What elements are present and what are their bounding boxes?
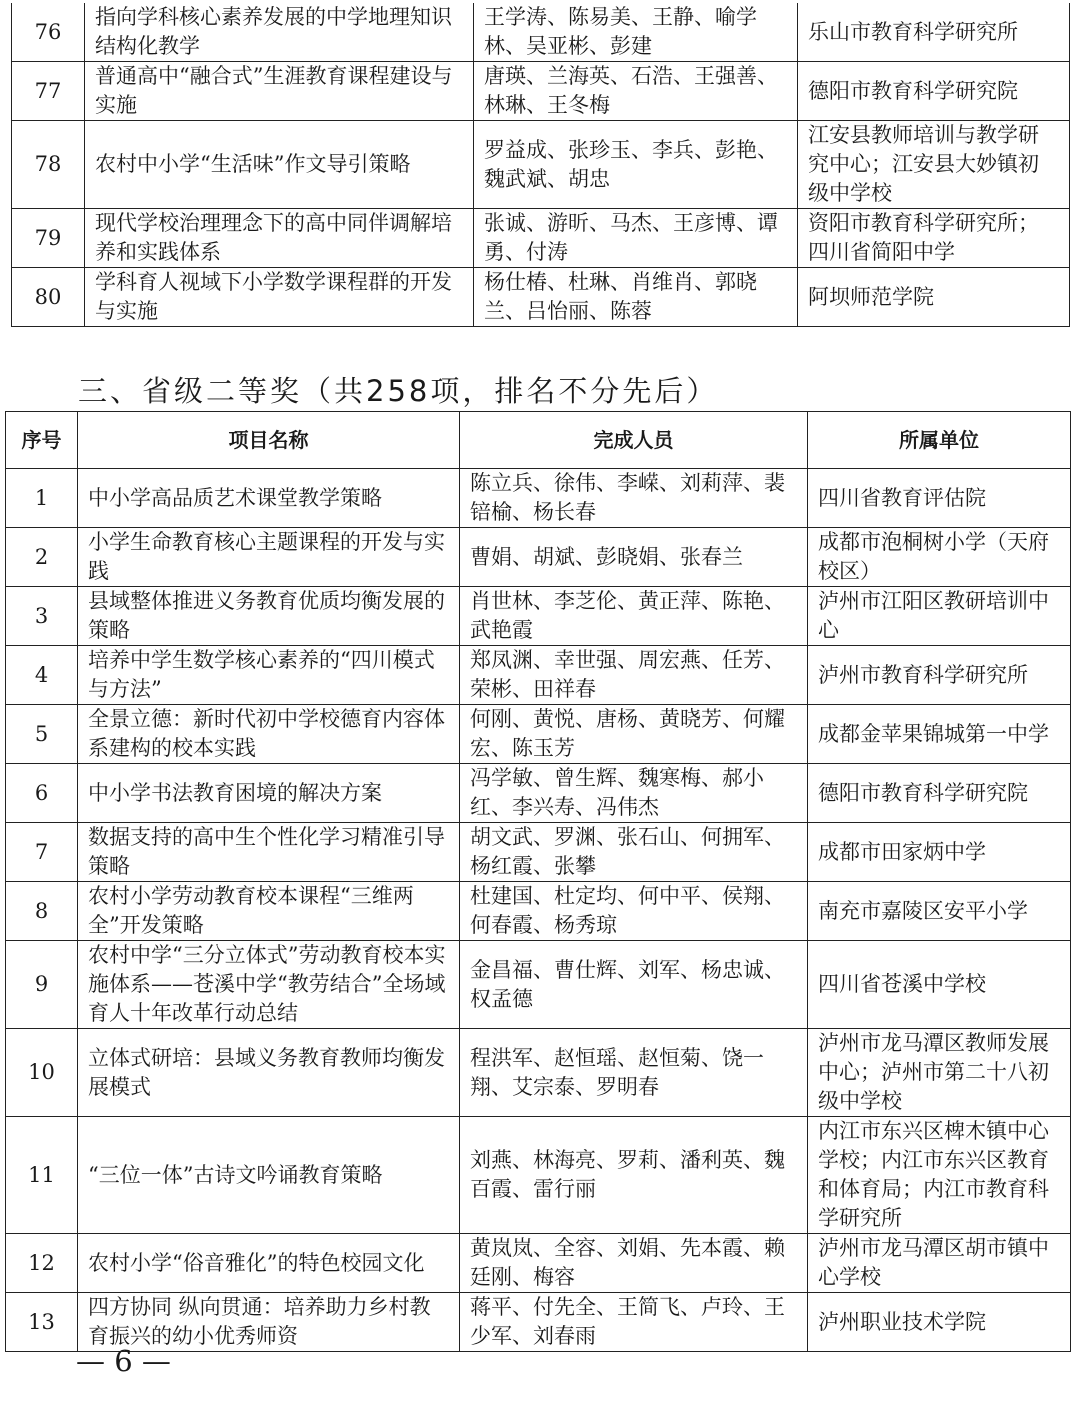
cell-members: 杨仕椿、杜琳、肖维肖、郭晓兰、吕怡丽、陈蓉	[474, 268, 798, 327]
cell-title: 普通高中“融合式”生涯教育课程建设与实施	[85, 62, 474, 121]
cell-unit: 泸州市江阳区教研培训中心	[808, 587, 1071, 646]
cell-unit: 四川省教育评估院	[808, 469, 1071, 528]
cell-num: 10	[6, 1029, 78, 1117]
page-number: — 6 —	[76, 1344, 171, 1378]
header-unit: 所属单位	[808, 412, 1071, 469]
cell-num: 5	[6, 705, 78, 764]
cell-unit: 乐山市教育科学研究所	[798, 3, 1070, 62]
cell-members: 曹娟、胡斌、彭晓娟、张春兰	[460, 528, 808, 587]
table-row	[6, 705, 1071, 764]
cell-members: 黄岚岚、全容、刘娟、先本霞、赖廷刚、梅容	[460, 1234, 808, 1293]
table-row	[6, 1234, 1071, 1293]
cell-unit: 泸州市龙马潭区胡市镇中心学校	[808, 1234, 1071, 1293]
cell-unit: 德阳市教育科学研究院	[808, 764, 1071, 823]
cell-members: 金昌福、曹仕辉、刘军、杨忠诚、权孟德	[460, 941, 808, 1029]
cell-members: 唐瑛、兰海英、石浩、王强善、林琳、王冬梅	[474, 62, 798, 121]
cell-members: 程洪军、赵恒瑶、赵恒菊、饶一翔、艾宗泰、罗明春	[460, 1029, 808, 1117]
table-row	[6, 587, 1071, 646]
cell-num: 80	[12, 268, 85, 327]
cell-num: 8	[6, 882, 78, 941]
cell-title: 县域整体推进义务教育优质均衡发展的策略	[78, 587, 460, 646]
cell-num: 9	[6, 941, 78, 1029]
table-row	[6, 646, 1071, 705]
cell-members: 陈立兵、徐伟、李嵘、刘莉萍、裴锫榆、杨长春	[460, 469, 808, 528]
table-row	[12, 268, 1070, 327]
cell-title: 指向学科核心素养发展的中学地理知识结构化教学	[85, 3, 474, 62]
header-num: 序号	[6, 412, 78, 469]
cell-title: 中小学高品质艺术课堂教学策略	[78, 469, 460, 528]
cell-num: 11	[6, 1117, 78, 1234]
table-row	[6, 764, 1071, 823]
cell-title: 数据支持的高中生个性化学习精准引导策略	[78, 823, 460, 882]
cell-num: 4	[6, 646, 78, 705]
cell-title: 农村中小学“生活味”作文导引策略	[85, 121, 474, 209]
cell-num: 79	[12, 209, 85, 268]
cell-title: 农村小学“俗音雅化”的特色校园文化	[78, 1234, 460, 1293]
table-row	[12, 121, 1070, 209]
cell-title: 学科育人视域下小学数学课程群的开发与实施	[85, 268, 474, 327]
cell-members: 郑凤渊、幸世强、周宏燕、任芳、荣彬、田祥春	[460, 646, 808, 705]
table-row	[6, 1293, 1071, 1352]
cell-unit: 阿坝师范学院	[798, 268, 1070, 327]
cell-title: 培养中学生数学核心素养的“四川模式与方法”	[78, 646, 460, 705]
table-row	[12, 3, 1070, 62]
cell-unit: 内江市东兴区椑木镇中心学校；内江市东兴区教育和体育局；内江市教育科学研究所	[808, 1117, 1071, 1234]
table-row	[12, 62, 1070, 121]
cell-num: 3	[6, 587, 78, 646]
cell-title: 现代学校治理理念下的高中同伴调解培养和实践体系	[85, 209, 474, 268]
cell-members: 何刚、黄悦、唐杨、黄晓芳、何耀宏、陈玉芳	[460, 705, 808, 764]
table-row	[6, 1117, 1071, 1234]
cell-title: 立体式研培：县域义务教育教师均衡发展模式	[78, 1029, 460, 1117]
cell-members: 刘燕、林海亮、罗莉、潘利英、魏百霞、雷行丽	[460, 1117, 808, 1234]
section-heading: 三、省级二等奖（共258项，排名不分先后）	[78, 374, 719, 408]
cell-num: 76	[12, 3, 85, 62]
cell-unit: 江安县教师培训与教学研究中心；江安县大妙镇初级中学校	[798, 121, 1070, 209]
cell-members: 罗益成、张珍玉、李兵、彭艳、魏武斌、胡忠	[474, 121, 798, 209]
cell-members: 王学涛、陈易美、王静、喻学林、吴亚彬、彭建	[474, 3, 798, 62]
cell-unit: 成都市田家炳中学	[808, 823, 1071, 882]
cell-num: 12	[6, 1234, 78, 1293]
table-row	[6, 528, 1071, 587]
table-row	[6, 469, 1071, 528]
cell-unit: 泸州市龙马潭区教师发展中心；泸州市第二十八初级中学校	[808, 1029, 1071, 1117]
cell-members: 蒋平、付先全、王简飞、卢玲、王少军、刘春雨	[460, 1293, 808, 1352]
cell-num: 77	[12, 62, 85, 121]
header-members: 完成人员	[460, 412, 808, 469]
cell-title: 全景立德：新时代初中学校德育内容体系建构的校本实践	[78, 705, 460, 764]
cell-members: 肖世林、李芝伦、黄正萍、陈艳、武艳霞	[460, 587, 808, 646]
award-table-continued	[11, 3, 1070, 327]
cell-unit: 南充市嘉陵区安平小学	[808, 882, 1071, 941]
cell-title: 四方协同 纵向贯通：培养助力乡村教育振兴的幼小优秀师资	[78, 1293, 460, 1352]
second-prize-table	[5, 411, 1071, 1352]
cell-unit: 泸州职业技术学院	[808, 1293, 1071, 1352]
cell-unit: 资阳市教育科学研究所；四川省简阳中学	[798, 209, 1070, 268]
table-row	[6, 882, 1071, 941]
cell-num: 7	[6, 823, 78, 882]
cell-title: 农村小学劳动教育校本课程“三维两全”开发策略	[78, 882, 460, 941]
cell-num: 1	[6, 469, 78, 528]
table-row	[6, 1029, 1071, 1117]
cell-title: 小学生命教育核心主题课程的开发与实践	[78, 528, 460, 587]
table-row	[6, 823, 1071, 882]
table-header-row	[6, 412, 1071, 469]
cell-title: “三位一体”古诗文吟诵教育策略	[78, 1117, 460, 1234]
cell-unit: 成都金苹果锦城第一中学	[808, 705, 1071, 764]
cell-unit: 德阳市教育科学研究院	[798, 62, 1070, 121]
cell-num: 2	[6, 528, 78, 587]
cell-unit: 泸州市教育科学研究所	[808, 646, 1071, 705]
cell-members: 胡文武、罗渊、张石山、何拥军、杨红霞、张攀	[460, 823, 808, 882]
header-title: 项目名称	[78, 412, 460, 469]
cell-unit: 成都市泡桐树小学（天府校区）	[808, 528, 1071, 587]
cell-num: 6	[6, 764, 78, 823]
cell-unit: 四川省苍溪中学校	[808, 941, 1071, 1029]
cell-title: 中小学书法教育困境的解决方案	[78, 764, 460, 823]
cell-members: 杜建国、杜定均、何中平、侯翔、何春霞、杨秀琼	[460, 882, 808, 941]
cell-num: 13	[6, 1293, 78, 1352]
cell-members: 冯学敏、曾生辉、魏寒梅、郝小红、李兴寿、冯伟杰	[460, 764, 808, 823]
cell-title: 农村中学“三分立体式”劳动教育校本实施体系——苍溪中学“教劳结合”全场域育人十年改革行动总结	[78, 941, 460, 1029]
cell-num: 78	[12, 121, 85, 209]
table-row	[12, 209, 1070, 268]
cell-members: 张诚、游昕、马杰、王彦博、谭勇、付涛	[474, 209, 798, 268]
table-row	[6, 941, 1071, 1029]
